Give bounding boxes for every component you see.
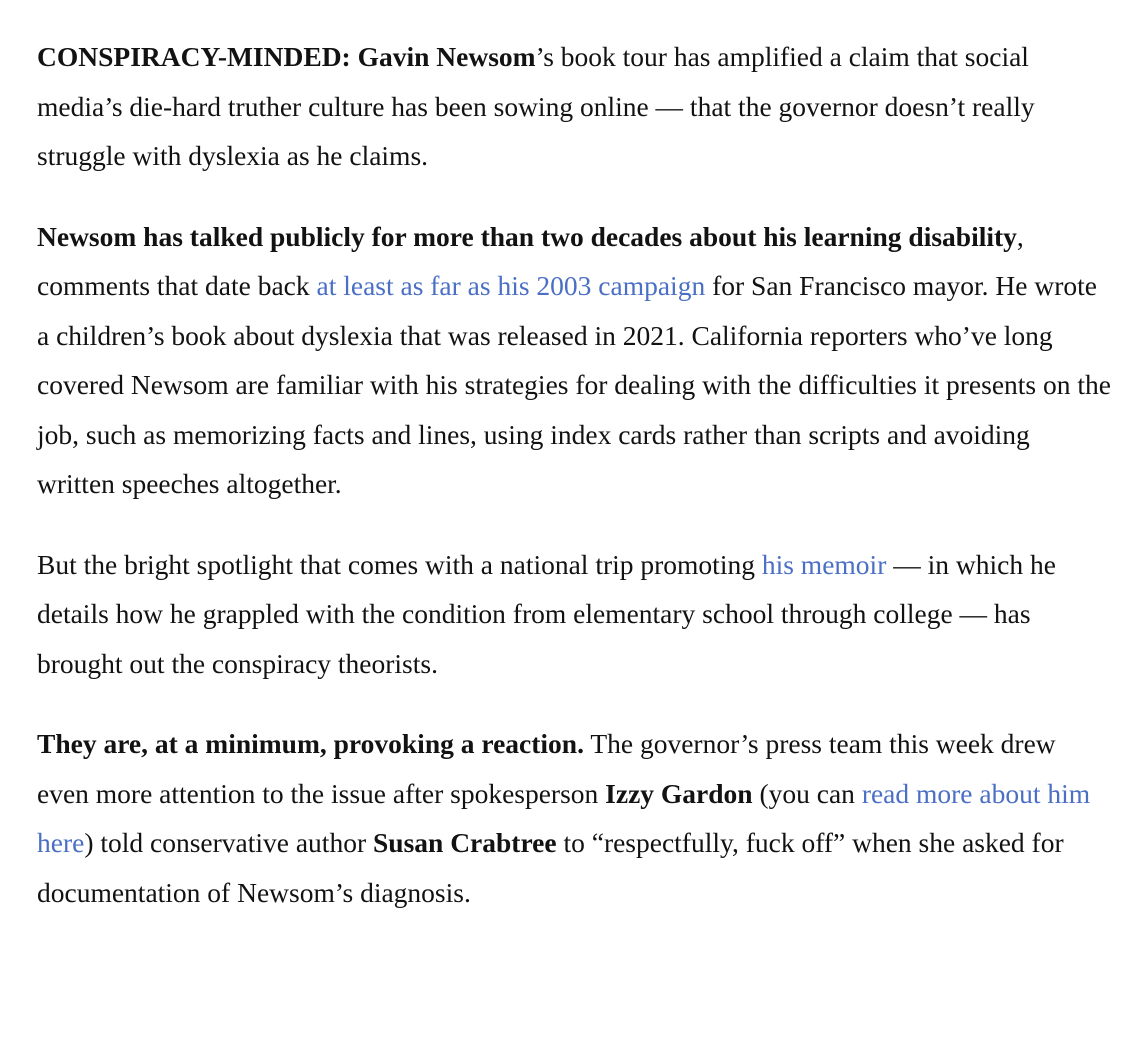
paragraph-text: (you can <box>752 777 862 809</box>
article-body <box>37 32 1112 917</box>
paragraph-text: , comments that date back <box>37 220 1024 301</box>
paragraph-text: for San Francisco mayor. He wrote a children’s book about dyslexia that was released in 2021. California reporters who’ve long covered Newsom are familiar with his strategies for dealing with the difficulties it presents on the job, such as memorizing facts and lines, using index cards rather than scripts and avoiding written speeches altogether. <box>37 270 1111 499</box>
paragraph-text: — in which he details how he grappled with the condition from elementary school through college — has brought out the conspiracy theorists. <box>37 548 1056 679</box>
link-read-more-about-him[interactable]: read more about him here <box>37 777 1091 858</box>
paragraph-text: to “respectfully, fuck off” when she asked for documentation of Newsom’s diagnosis. <box>37 827 1064 908</box>
paragraph-text: ) told conservative author <box>84 827 373 858</box>
bold-lead-sentence: They are, at a minimum, provoking a reaction. <box>37 728 584 759</box>
link-his-memoir[interactable]: his memoir <box>761 548 887 580</box>
name-susan-crabtree: Susan Crabtree <box>372 827 557 858</box>
paragraph-learning-disability <box>37 212 1112 509</box>
paragraph-conspiracy-minded <box>37 32 1112 181</box>
paragraph-text: But the bright spotlight that comes with a national trip promoting <box>37 548 762 580</box>
lead-in-heading: CONSPIRACY-MINDED: Gavin Newsom <box>37 41 536 72</box>
link-2003-campaign[interactable]: at least as far as his 2003 campaign <box>316 270 706 301</box>
name-izzy-gardon: Izzy Gardon <box>605 777 753 809</box>
paragraph-book-tour-spotlight <box>37 540 1112 689</box>
paragraph-text: The governor’s press team this week drew even more attention to the issue after spokesperson <box>37 728 1056 809</box>
paragraph-provoking-reaction <box>37 719 1112 917</box>
paragraph-text: ’s book tour has amplified a claim that social media’s die-hard truther culture has been sowing online — that the governor doesn’t really struggle with dyslexia as he claims. <box>37 41 1035 171</box>
bold-lead-sentence: Newsom has talked publicly for more than two decades about his learning disability <box>37 220 1017 252</box>
